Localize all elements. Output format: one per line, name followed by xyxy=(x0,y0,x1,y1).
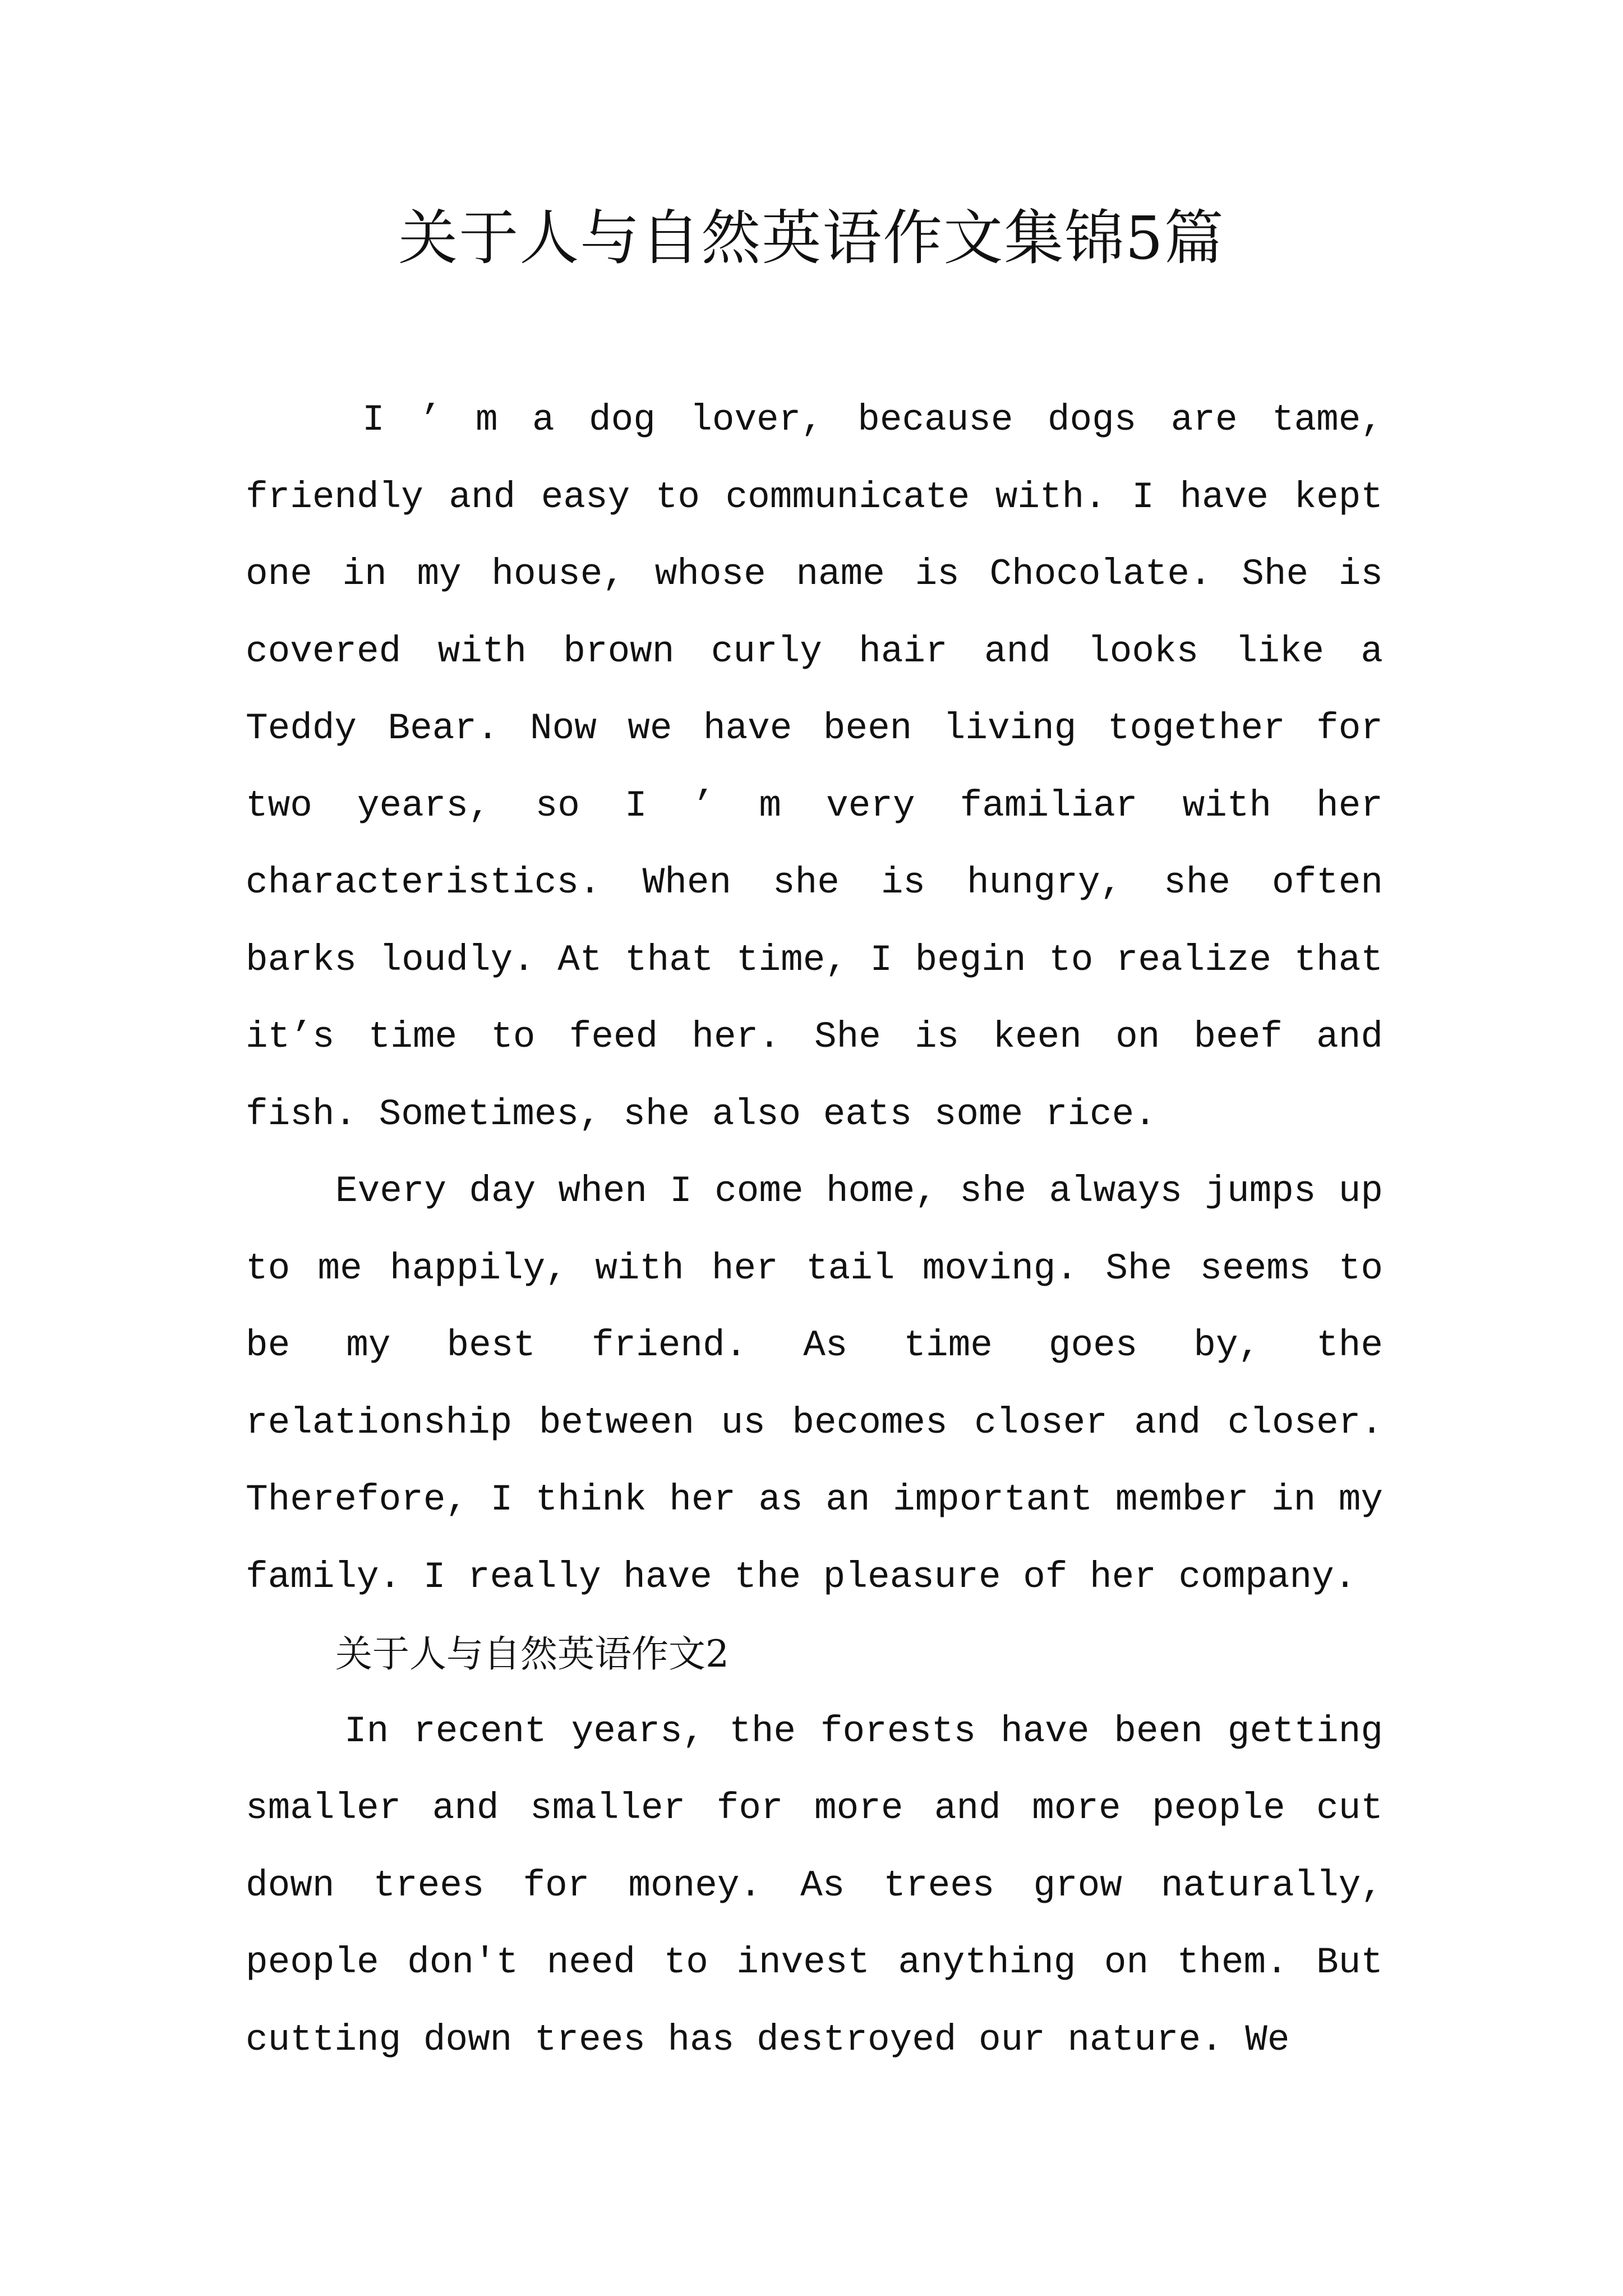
document-title: 关于人与自然英语作文集锦5篇 xyxy=(398,204,1225,273)
document-body xyxy=(246,381,1383,2078)
paragraph-forests: In recent years, the forests have been getting smaller and smaller for more and more people cut down trees for money. As trees grow naturally, people don't need to invest anything on them. But cutting down trees has destroyed our nature. We xyxy=(246,1710,1383,2061)
paragraph-every-day: Every day when I come home, she always jumps up to me happily, with her tail moving. She seems to be my best friend. As time goes by, the relationship between us becomes closer and closer. Therefore, I think her as an important member in my family. I really have the pleasure of her company. xyxy=(246,1170,1383,1598)
paragraph-dog-lover: I ’ m a dog lover, because dogs are tame, friendly and easy to communicate with. I have kept one in my house, whose name is Chocolate. She is covered with brown curly hair and looks like a Teddy Bear. Now we have been living together for two years, so I ’ m very familiar with her characteristics. When she is hungry, she often barks loudly. At that time, I begin to realize that it’s time to feed her. She is keen on beef and fish. Sometimes, she also eats some rice. xyxy=(246,399,1383,1135)
section-heading-essay-2: 关于人与自然英语作文2 xyxy=(335,1632,729,1676)
